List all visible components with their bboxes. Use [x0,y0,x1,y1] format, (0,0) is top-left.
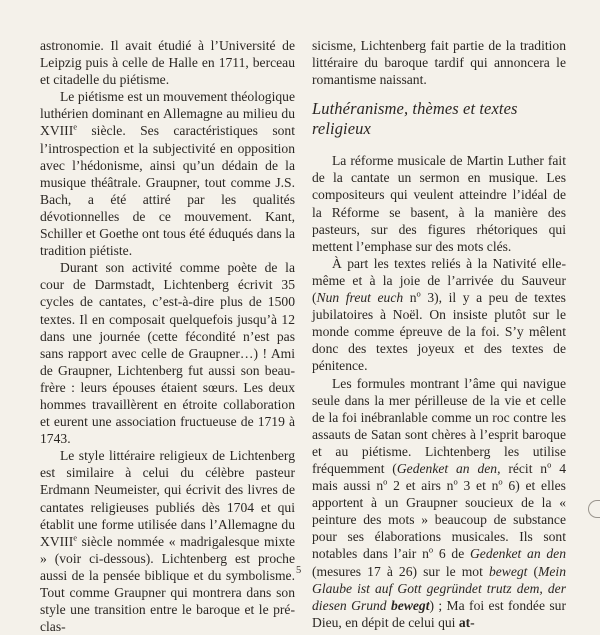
binding-mark-icon [588,500,600,518]
section-heading: Luthéranisme, thèmes et textes religieux [312,99,518,139]
paragraph: Les formules montrant l’âme qui navigue seule dans la mer périlleuse de la vie et celle de la foi inébranlable comme un roc contre les assauts de Satan sont chères à l’esprit baroque et au piétisme. Lichtenberg les utilise fréquemment (Gedenket an den, récit $n^o$ 4 mais aussi $n^o$ 2 et airs $n^o$ 3 et $n^o$ 6) et elles apportent à un Graupner soucieux de la « peinture des mots » beaucoup de substance pour ses élaborations musicales. Ils sont notables dans l’air $n^o$ 6 de Gedenket an den (mesures 17 à 26) sur le mot bewegt (Mein Glaube ist auf Gott gegründet trutz dem, der diesen Grund bewegt) ; Ma foi est fondée sur Dieu, en dépit de celui qui at- [312,375,566,630]
paragraph: La réforme musicale de Martin Luther fait de la cantate un sermon en musique. Les compositeurs qui veulent atteindre l’idéal de la Réforme se basent, à la manière des pasteurs, sur des figures rhétoriques qui mettent l’emphase sur des mots clés. [312,153,566,254]
left-column [40,37,295,635]
page-number: 5 [296,565,302,576]
paragraph: Le piétisme est un mouvement théologique luthérien dominant en Allemagne au milieu du XVIIIe siècle. Ses caractéristiques sont l’introspection et la subjectivité en opposition avec l’hédonisme, ainsi qu’un dédain de la musique théâtrale. Graupner, tout comme J.S. Bach, a été attiré par les qualités dévotionnelles de ce mouvement. Kant, Schiller et Goethe ont tous été éduqués dans la tradition piétiste. [40,89,295,259]
paragraph: À part les textes reliés à la Nativité elle-même et à la joie de l’arrivée du Sauveur (Nun freut euch $n^o$ 3), il y a peu de textes jubilatoires à Noël. On insiste plutôt sur le monde comme épreuve de la foi. S’y mêlent donc des textes joyeux et des textes de pénitence. [312,255,566,374]
paragraph: astronomie. Il avait étudié à l’Université de Leipzig puis à celle de Halle en 1711, berceau et citadelle du piétisme. [40,38,295,88]
paragraph: sicisme, Lichtenberg fait partie de la tradition littéraire du baroque tardif qui annoncera le romantisme naissant. [312,38,566,88]
paragraph: Le style littéraire religieux de Lichtenberg est similaire à celui du célèbre pasteur Erdmann Neumeister, qui écrivit des livres de cantates religieuses publiés dès 1704 et qui établit une forme utilisée dans l’Allemagne du XVIIIe siècle nommée « madrigalesque mixte » (voir ci-dessous). Lichtenberg est proche aussi de la pensée biblique et du symbolisme. Tout comme Graupner qui montrera dans son style une transition entre le baroque et le pré-clas- [40,448,295,635]
right-column [312,37,566,631]
paragraph: Durant son activité comme poète de la cour de Darmstadt, Lichtenberg écrivit 35 cycles de cantates, c’est-à-dire plus de 1500 textes. Il en composait quelquefois jusqu’à 12 dans une journée (cette fécondité n’est pas sans rapport avec celle de Graupner…) ! Ami de Graupner, Lichtenberg fut aussi son beau-frère : leurs épouses étaient sœurs. Les deux hommes travaillèrent en étroite collaboration et eurent une association fructueuse de 1719 à 1743. [40,260,295,447]
